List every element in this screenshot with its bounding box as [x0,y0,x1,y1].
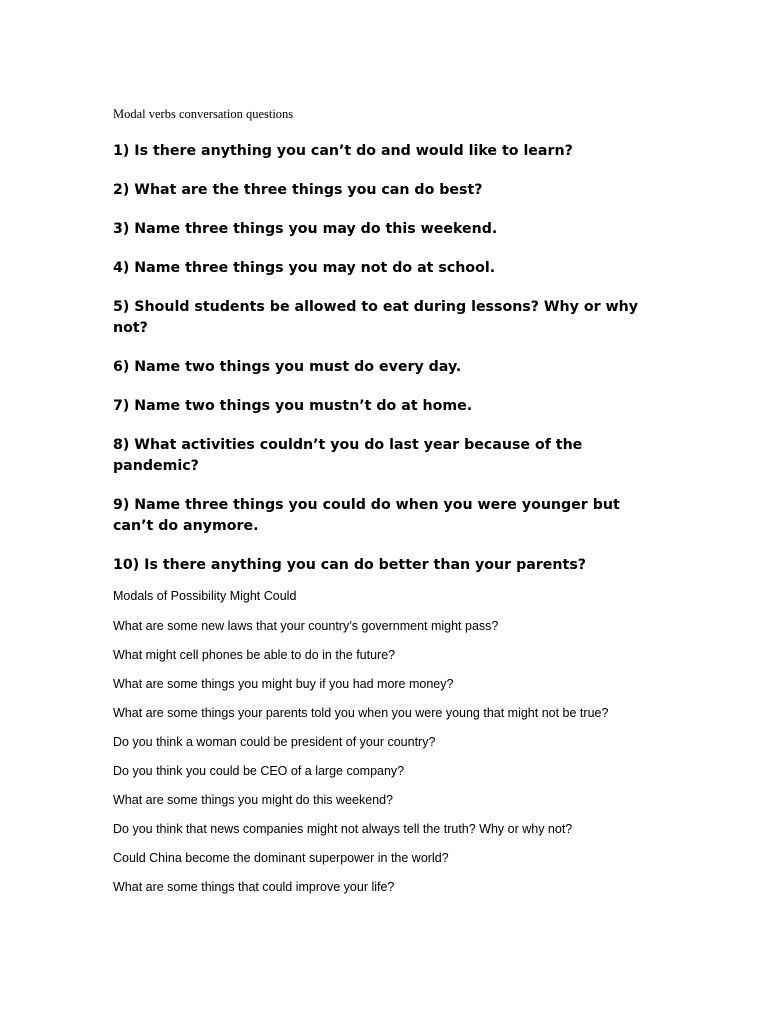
question-item [113,495,673,537]
question-item [113,141,673,162]
question-text: 8) What activities couldn’t you do last year because of the [113,437,583,453]
question-text: 9) Name three things you could do when you were younger but [113,497,620,513]
possibility-question-item: What are some things that could improve your life? [113,880,395,894]
question-text: 2) What are the three things you can do best? [113,182,483,198]
question-item [113,435,673,477]
document-title: Modal verbs conversation questions [113,107,294,121]
question-list [113,141,673,576]
question-text: 1) Is there anything you can’t do and would like to learn? [113,143,573,159]
possibility-question-list [113,618,608,908]
question-item [113,555,673,576]
question-text: 6) Name two things you must do every day. [113,359,462,375]
possibility-question-item: What are some things you might do this weekend? [113,793,394,807]
question-text: 4) Name three things you may not do at school. [113,260,496,276]
question-item [113,357,673,378]
question-text: 5) Should students be allowed to eat during lessons? Why or why [113,299,638,315]
question-text-continued: pandemic? [113,458,199,474]
question-text: 3) Name three things you may do this weekend. [113,221,498,237]
question-item [113,180,673,201]
possibility-question-item: Do you think a woman could be president of your country? [113,735,436,749]
question-item [113,396,673,417]
question-item [113,258,673,279]
possibility-question-item: What might cell phones be able to do in the future? [113,648,396,662]
possibility-question-item: Do you think that news companies might not always tell the truth? Why or why not? [113,822,573,836]
question-text: 10) Is there anything you can do better than your parents? [113,557,586,573]
possibility-question-item: Could China become the dominant superpower in the world? [113,851,449,865]
question-text-continued: can’t do anymore. [113,518,259,534]
question-item [113,297,673,339]
question-text: 7) Name two things you mustn’t do at home. [113,398,473,414]
question-text-continued: not? [113,320,148,336]
possibility-question-item: What are some things your parents told you when you were young that might not be true? [113,706,609,720]
possibility-question-item: What are some new laws that your country’s government might pass? [113,619,499,633]
possibility-question-item: What are some things you might buy if you had more money? [113,677,454,691]
question-item [113,219,673,240]
possibility-question-item: Do you think you could be CEO of a large company? [113,764,405,778]
section-title: Modals of Possibility Might Could [113,589,297,603]
